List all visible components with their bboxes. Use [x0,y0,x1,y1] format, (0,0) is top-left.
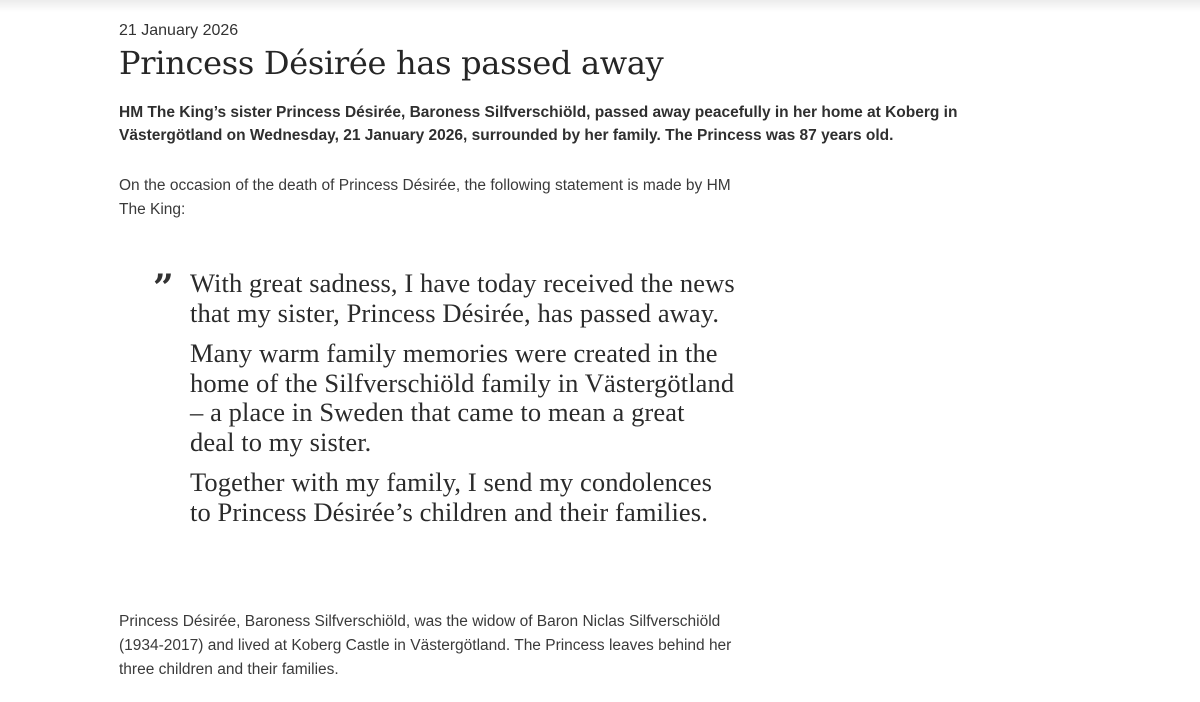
quote-paragraph: Together with my family, I send my condolences to Princess Désirée’s children and their families. [190,467,713,527]
top-divider-shadow [0,0,1200,12]
quote-paragraph: With great sadness, I have today received the news that my sister, Princess Désirée, has passed away. [190,268,735,328]
king-statement-quote [190,269,735,538]
publish-date: 21 January 2026 [119,22,239,39]
article-lead: HM The King’s sister Princess Désirée, Baroness Silfverschiöld, passed away peacefully in her home at Koberg in Västergötland on Wednesday, 21 January 2026, surrounded by her family. The Princess was 87 years old. [119,104,958,144]
article-title: Princess Désirée has passed away [119,44,664,82]
quote-mark-icon: ” [153,267,174,309]
closing-paragraph: Princess Désirée, Baroness Silfverschiöld, was the widow of Baron Niclas Silfverschiöld (1934-2017) and lived at Koberg Castle in Västergötland. The Princess leaves behind her three children and their families. [119,613,732,678]
quote-paragraph: Many warm family memories were created in the home of the Silfverschiöld family in Västergötland – a place in Sweden that came to mean a great deal to my sister. [190,338,735,457]
statement-intro: On the occasion of the death of Princess Désirée, the following statement is made by HM The King: [119,177,731,218]
